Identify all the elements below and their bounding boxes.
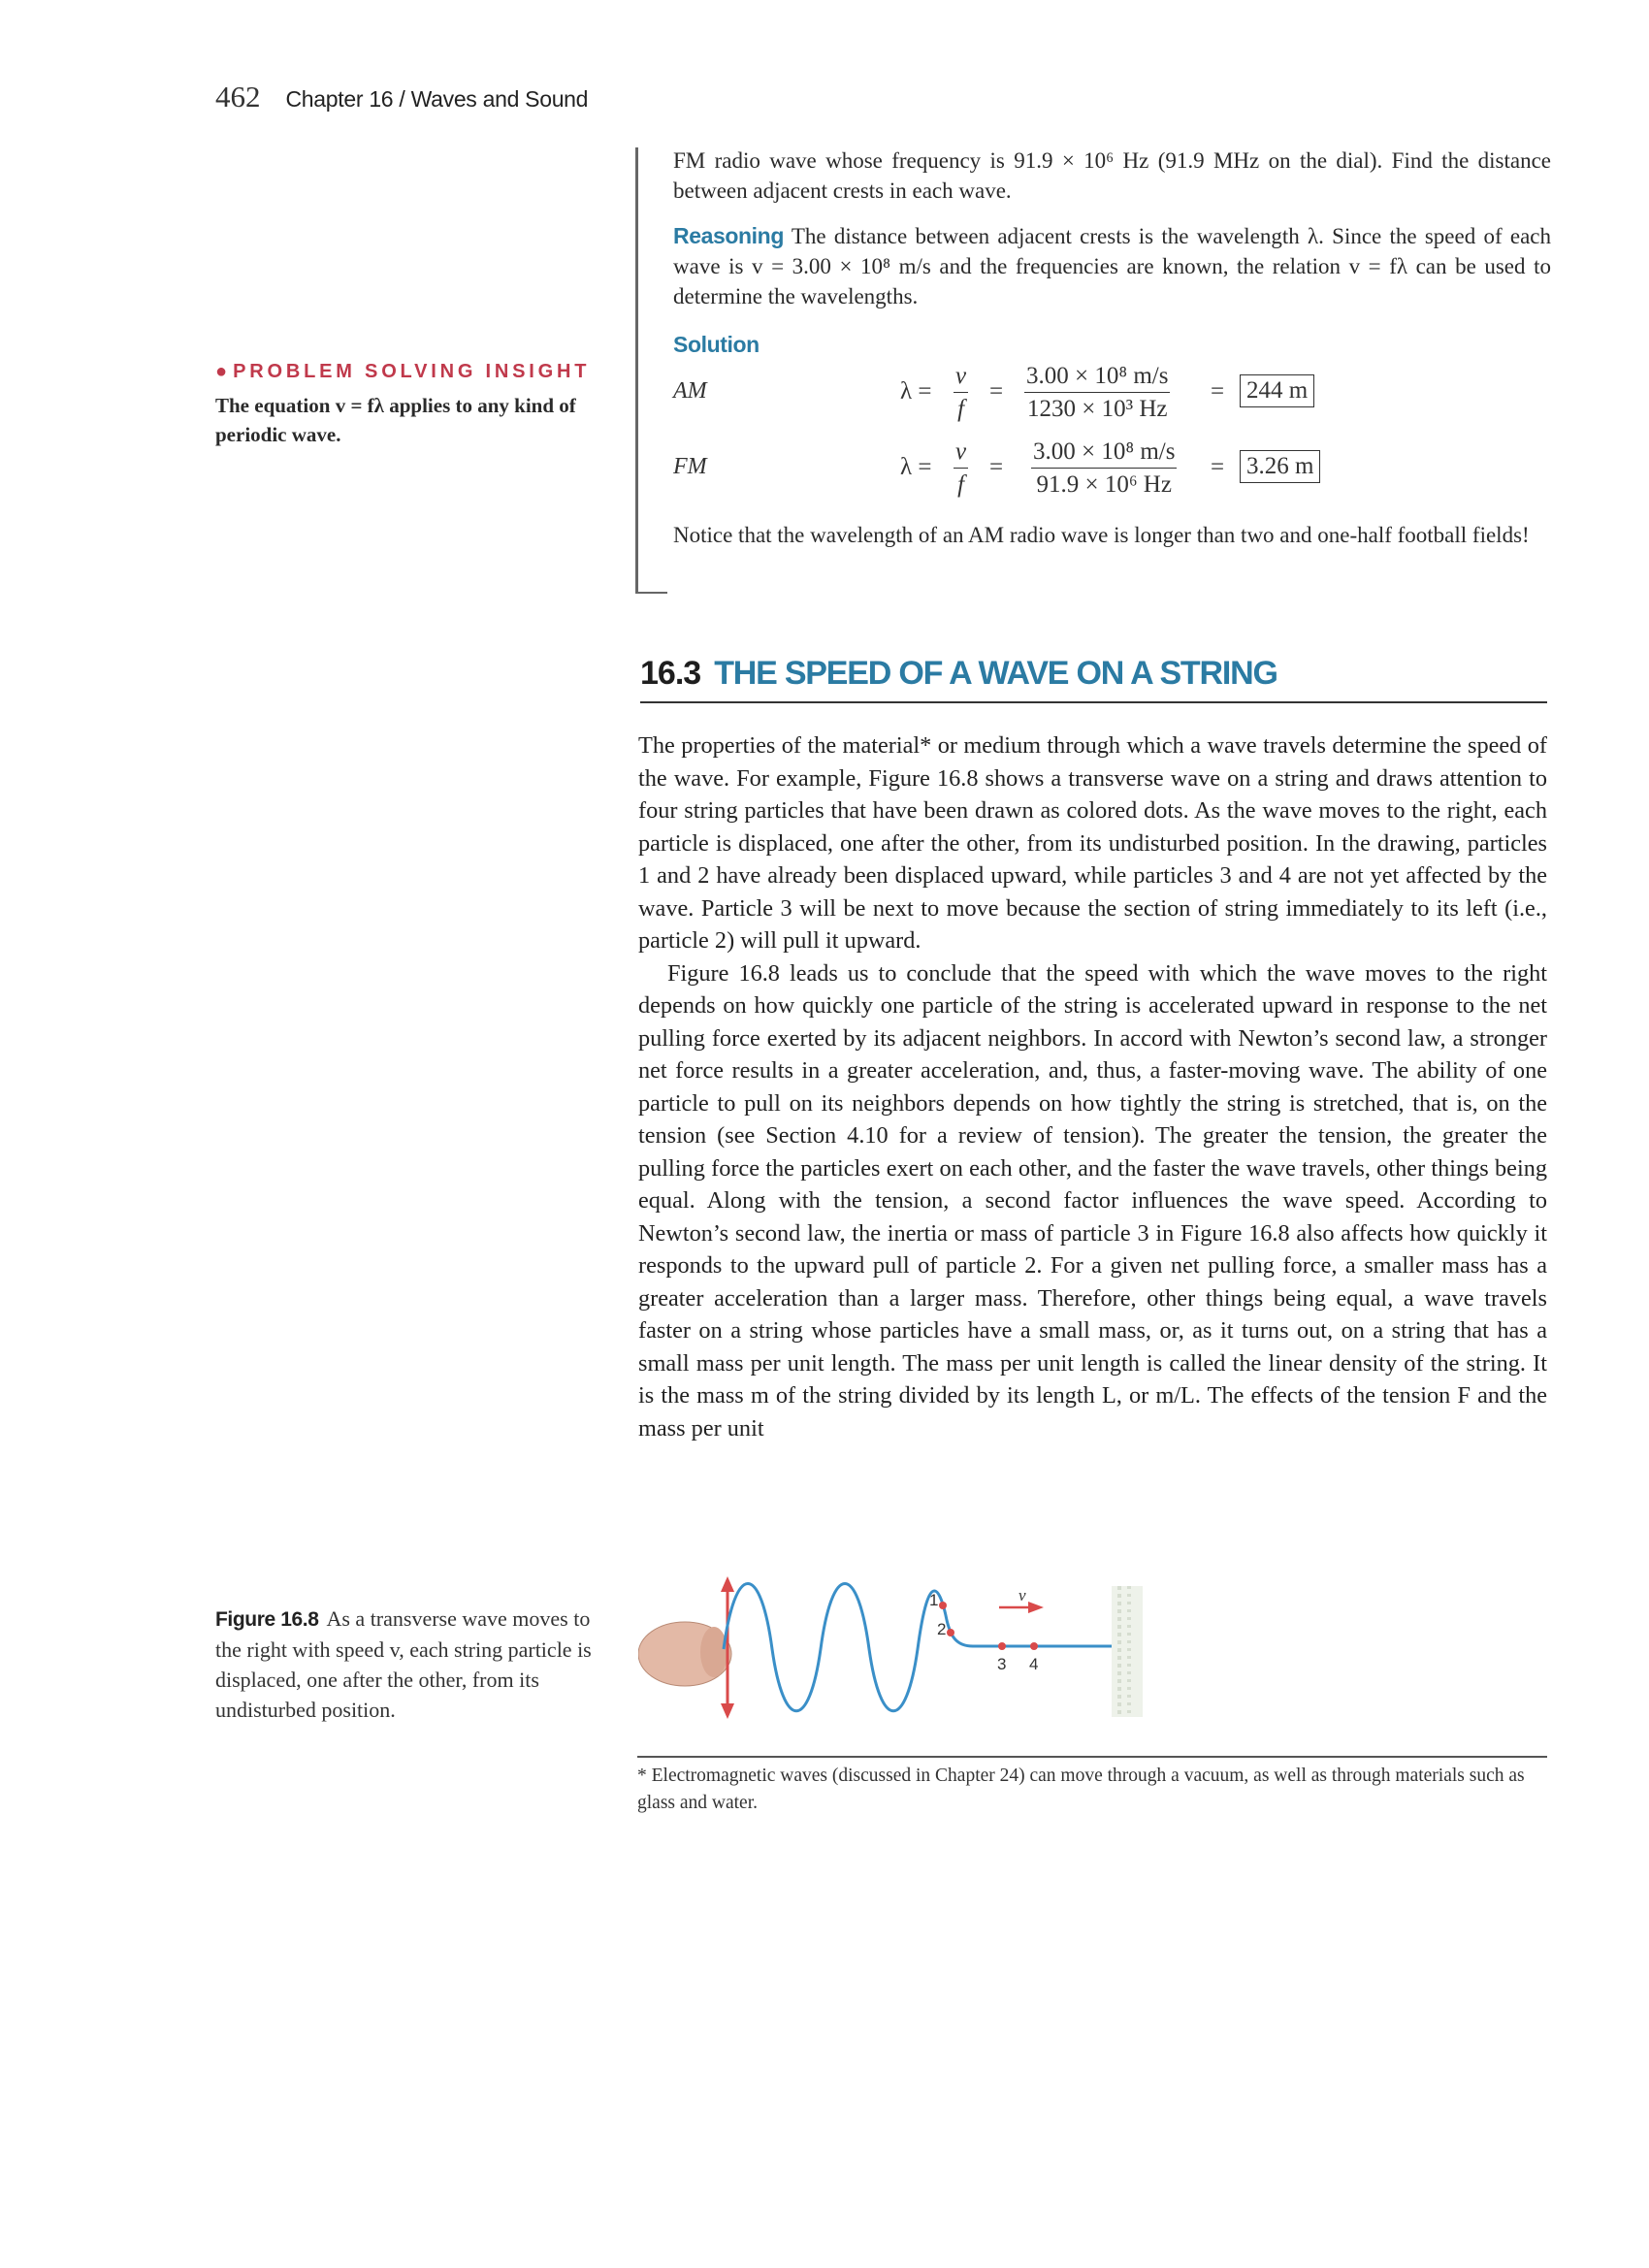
figure-label: Figure 16.8 (215, 1608, 319, 1631)
particle-3 (998, 1642, 1006, 1650)
equals-sign: = (1211, 378, 1225, 405)
problem-solving-insight (215, 361, 603, 449)
particle-4 (1030, 1642, 1038, 1650)
example-intro: FM radio wave whose frequency is 91.9 × 10⁶ Hz (91.9 MHz on the dial). Find the distance between adjacent crests in each wave. (673, 148, 1551, 203)
fm-fraction (1031, 438, 1177, 499)
am-fraction (1024, 363, 1170, 423)
down-arrowhead-icon (721, 1703, 734, 1719)
figure-caption (215, 1604, 613, 1725)
lambda-equals: λ = (900, 378, 932, 405)
particle-1-label: 1 (929, 1591, 939, 1609)
section-number: 16.3 (640, 655, 701, 692)
lambda-equals: λ = (900, 454, 932, 480)
hand-illustration (638, 1622, 731, 1686)
velocity-label: v (1018, 1586, 1026, 1604)
reasoning-label: Reasoning (673, 223, 784, 248)
paragraph: The properties of the material* or medium through which a wave travels determine the speed of the wave. For example, Figure 16.8 shows a transverse wave on a string and draws attention to four string particles that have been drawn as colored dots. As the wave moves to the right, each particle is displaced, one after the other, from its undisturbed position. In the drawing, particles 1 and 2 have already been displaced upward, while particles 3 and 4 are not yet affected by the wave. Particle 3 will be next to move because the section of string immediately to its left (i.e., particle 2) will pull it upward. (638, 732, 1547, 954)
am-numerator: 3.00 × 10⁸ m/s (1024, 363, 1170, 393)
solution-label: Solution (673, 332, 760, 357)
equals-sign: = (1211, 454, 1225, 480)
wall (1112, 1586, 1143, 1717)
up-arrowhead-icon (721, 1576, 734, 1592)
insight-title-text: PROBLEM SOLVING INSIGHT (233, 361, 591, 382)
particle-1 (939, 1602, 947, 1609)
solution-heading (673, 330, 1551, 360)
particle-4-label: 4 (1029, 1655, 1039, 1673)
equals-sign: = (989, 454, 1004, 480)
paragraph: Figure 16.8 leads us to conclude that the speed with which the wave moves to the right depends on how quickly one particle of the string is accelerated upward in response to the net pulling force exerted by its adjacent neighbors. In accord with Newton’s second law, a stronger net force results in a greater acceleration, and, thus, a faster-moving wave. The ability of one particle to pull on its neighbors depends on how tightly the string is stretched, that is, on the tension (see Section 4.10 for a review of tension). The greater the tension, the greater the pulling force the particles exert on each other, and the faster the wave travels, other things being equal. Along with the tension, a second factor influences the wave speed. According to Newton’s second law, the inertia or mass of particle 3 in Figure 16.8 also affects how quickly it responds to the upward pull of particle 2. For a given net pulling force, a smaller mass has a greater acceleration than a larger mass. Therefore, other things being equal, a wave travels faster on a string whose particles have a small mass, or, as it turns out, on a string that has a small mass per unit length. The mass per unit length is called the linear density of the string. It is the mass m of the string divided by its length L, or m/L. The effects of the tension F and the mass per unit (638, 959, 1547, 1442)
section-title: THE SPEED OF A WAVE ON A STRING (714, 655, 1277, 692)
bullet-icon: ● (215, 361, 228, 382)
v-over-f (954, 438, 968, 499)
fm-numerator: 3.00 × 10⁸ m/s (1031, 438, 1177, 469)
fm-equation (900, 438, 1531, 506)
example-reasoning (673, 221, 1551, 311)
footnote-rule (637, 1756, 1547, 1758)
am-equation (900, 363, 1531, 431)
f-symbol: f (957, 471, 965, 498)
example-box (635, 147, 1560, 594)
example-end-rule (638, 592, 667, 594)
am-denominator: 1230 × 10³ Hz (1026, 396, 1168, 422)
insight-title (215, 361, 603, 383)
body-text (638, 729, 1547, 1444)
reasoning-text: The distance between adjacent crests is the wavelength λ. Since the speed of each wave is v = 3.00 × 10⁸ m/s and the frequencies are known, the relation v = fλ can be used to determine the wavelengths. (673, 224, 1551, 308)
figure-16-8 (638, 1567, 1143, 1722)
particle-3-label: 3 (997, 1655, 1007, 1673)
v-over-f (954, 363, 968, 423)
caption-text: As a transverse wave moves to the right with speed v, each string particle is displaced, one after the other, from its undisturbed position. (215, 1606, 592, 1722)
equals-sign: = (989, 378, 1004, 405)
f-symbol: f (957, 396, 965, 422)
example-notice: Notice that the wavelength of an AM radio wave is longer than two and one-half football fields! (673, 523, 1530, 547)
fm-result: 3.26 m (1240, 450, 1320, 483)
particle-2 (947, 1629, 954, 1636)
fm-denominator: 91.9 × 10⁶ Hz (1036, 471, 1172, 498)
string-wave (724, 1584, 1114, 1711)
chapter-title: Chapter 16 / Waves and Sound (285, 86, 589, 112)
v-symbol: v (954, 438, 968, 469)
am-result: 244 m (1240, 374, 1314, 407)
v-symbol: v (954, 363, 968, 393)
velocity-arrowhead-icon (1028, 1602, 1044, 1613)
page-number: 462 (215, 80, 261, 113)
fm-label: FM (673, 454, 707, 479)
footnote: * Electromagnetic waves (discussed in Chapter 24) can move through a vacuum, as well as through materials such as glass and water. (637, 1766, 1525, 1813)
insight-text: The equation v = fλ applies to any kind of periodic wave. (215, 394, 576, 446)
running-head (215, 80, 700, 118)
am-label: AM (673, 378, 707, 404)
section-heading (640, 655, 1547, 703)
particle-2-label: 2 (937, 1620, 947, 1638)
